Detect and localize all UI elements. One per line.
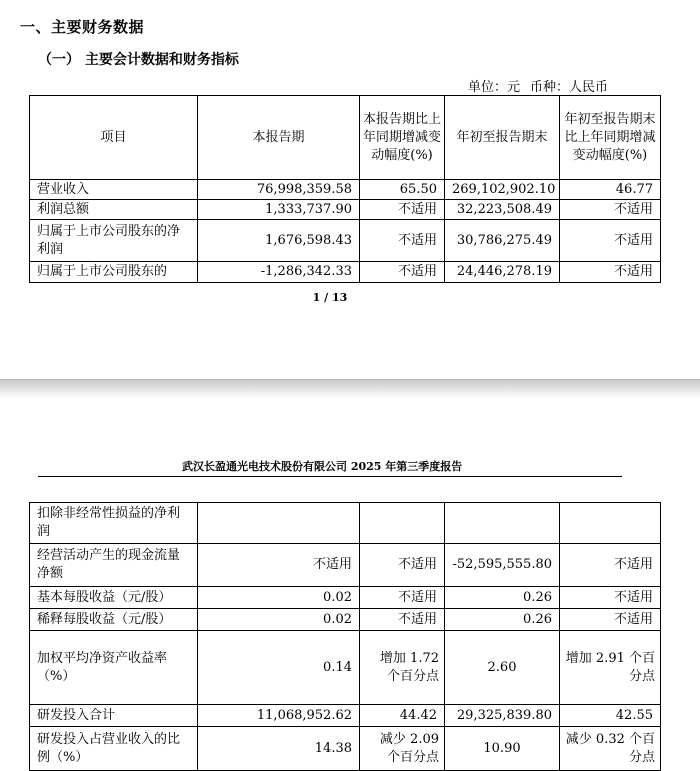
row-item: 加权平均净资产收益率（%） (30, 631, 198, 705)
row-change: 增加 1.72 个百分点 (360, 631, 445, 705)
row-change-ytd: 增加 2.91 个百分点 (560, 631, 661, 705)
row-current: 不适用 (198, 544, 360, 587)
row-item: 研发投入合计 (30, 705, 198, 727)
header-item: 项目 (30, 96, 198, 180)
table-row (30, 262, 661, 283)
row-ytd: 269,102,902.10 (445, 180, 560, 200)
unit-label: 单位：元 (468, 80, 521, 95)
table-row (30, 220, 661, 262)
table-row (30, 609, 661, 631)
financial-table-page2 (29, 502, 661, 771)
table-row (30, 544, 661, 587)
row-current: 1,676,598.43 (198, 220, 360, 262)
row-current: 0.02 (198, 609, 360, 631)
row-change: 不适用 (360, 544, 445, 587)
row-current: -1,286,342.33 (198, 262, 360, 283)
running-header: 武汉长盈通光电技术股份有限公司 2025 年第三季度报告 (182, 460, 463, 473)
page-number: 1 / 13 (312, 291, 348, 304)
row-ytd: 24,446,278.19 (445, 262, 560, 283)
currency-label: 币种：人民币 (530, 80, 609, 95)
row-item: 研发投入占营业收入的比例（%） (30, 727, 198, 771)
row-change: 不适用 (360, 200, 445, 220)
row-change (360, 503, 445, 544)
header-current-period: 本报告期 (198, 96, 360, 180)
table-row (30, 705, 661, 727)
row-item: 营业收入 (30, 180, 198, 200)
row-ytd: 2.60 (445, 631, 560, 705)
row-current: 14.38 (198, 727, 360, 771)
table-header-row (30, 96, 661, 180)
row-item: 经营活动产生的现金流量净额 (30, 544, 198, 587)
row-item: 稀释每股收益（元/股） (30, 609, 198, 631)
table-row (30, 587, 661, 609)
row-ytd: 30,786,275.49 (445, 220, 560, 262)
row-change-ytd: 不适用 (560, 587, 661, 609)
row-change: 65.50 (360, 180, 445, 200)
row-change-ytd: 42.55 (560, 705, 661, 727)
row-item: 基本每股收益（元/股） (30, 587, 198, 609)
row-ytd: 10.90 (445, 727, 560, 771)
row-item: 利润总额 (30, 200, 198, 220)
table-row (30, 503, 661, 544)
table-row (30, 180, 661, 200)
section-title: 一、主要财务数据 (20, 18, 145, 36)
row-ytd: 0.26 (445, 587, 560, 609)
row-ytd: -52,595,555.80 (445, 544, 560, 587)
row-item: 归属于上市公司股东的 (30, 262, 198, 283)
row-change-ytd (560, 503, 661, 544)
table-row (30, 631, 661, 705)
row-change: 不适用 (360, 220, 445, 262)
row-item: 扣除非经常性损益的净利润 (30, 503, 198, 544)
row-current: 0.02 (198, 587, 360, 609)
row-item: 归属于上市公司股东的净利润 (30, 220, 198, 262)
row-change: 不适用 (360, 587, 445, 609)
row-ytd: 29,325,839.80 (445, 705, 560, 727)
page-gap (0, 380, 700, 398)
row-ytd: 32,223,508.49 (445, 200, 560, 220)
header-rule (38, 476, 622, 477)
row-ytd (445, 503, 560, 544)
unit-currency-line (468, 76, 608, 95)
row-change-ytd: 不适用 (560, 609, 661, 631)
row-change-ytd: 不适用 (560, 220, 661, 262)
table-row (30, 200, 661, 220)
header-ytd: 年初至报告期末 (445, 96, 560, 180)
row-current: 11,068,952.62 (198, 705, 360, 727)
table-row (30, 727, 661, 771)
row-current: 76,998,359.58 (198, 180, 360, 200)
row-change: 减少 2.09 个百分点 (360, 727, 445, 771)
financial-table-page1 (29, 95, 661, 283)
row-ytd: 0.26 (445, 609, 560, 631)
row-change-ytd: 减少 0.32 个百分点 (560, 727, 661, 771)
row-current: 0.14 (198, 631, 360, 705)
header-change-current: 本报告期比上年同期增减变动幅度(%) (360, 96, 445, 180)
row-current: 1,333,737.90 (198, 200, 360, 220)
row-current (198, 503, 360, 544)
row-change: 44.42 (360, 705, 445, 727)
header-change-ytd: 年初至报告期末比上年同期增减变动幅度(%) (560, 96, 661, 180)
row-change-ytd: 不适用 (560, 544, 661, 587)
row-change: 不适用 (360, 609, 445, 631)
row-change-ytd: 46.77 (560, 180, 661, 200)
row-change-ytd: 不适用 (560, 262, 661, 283)
subsection-title: （一） 主要会计数据和财务指标 (38, 52, 239, 68)
row-change-ytd: 不适用 (560, 200, 661, 220)
row-change: 不适用 (360, 262, 445, 283)
